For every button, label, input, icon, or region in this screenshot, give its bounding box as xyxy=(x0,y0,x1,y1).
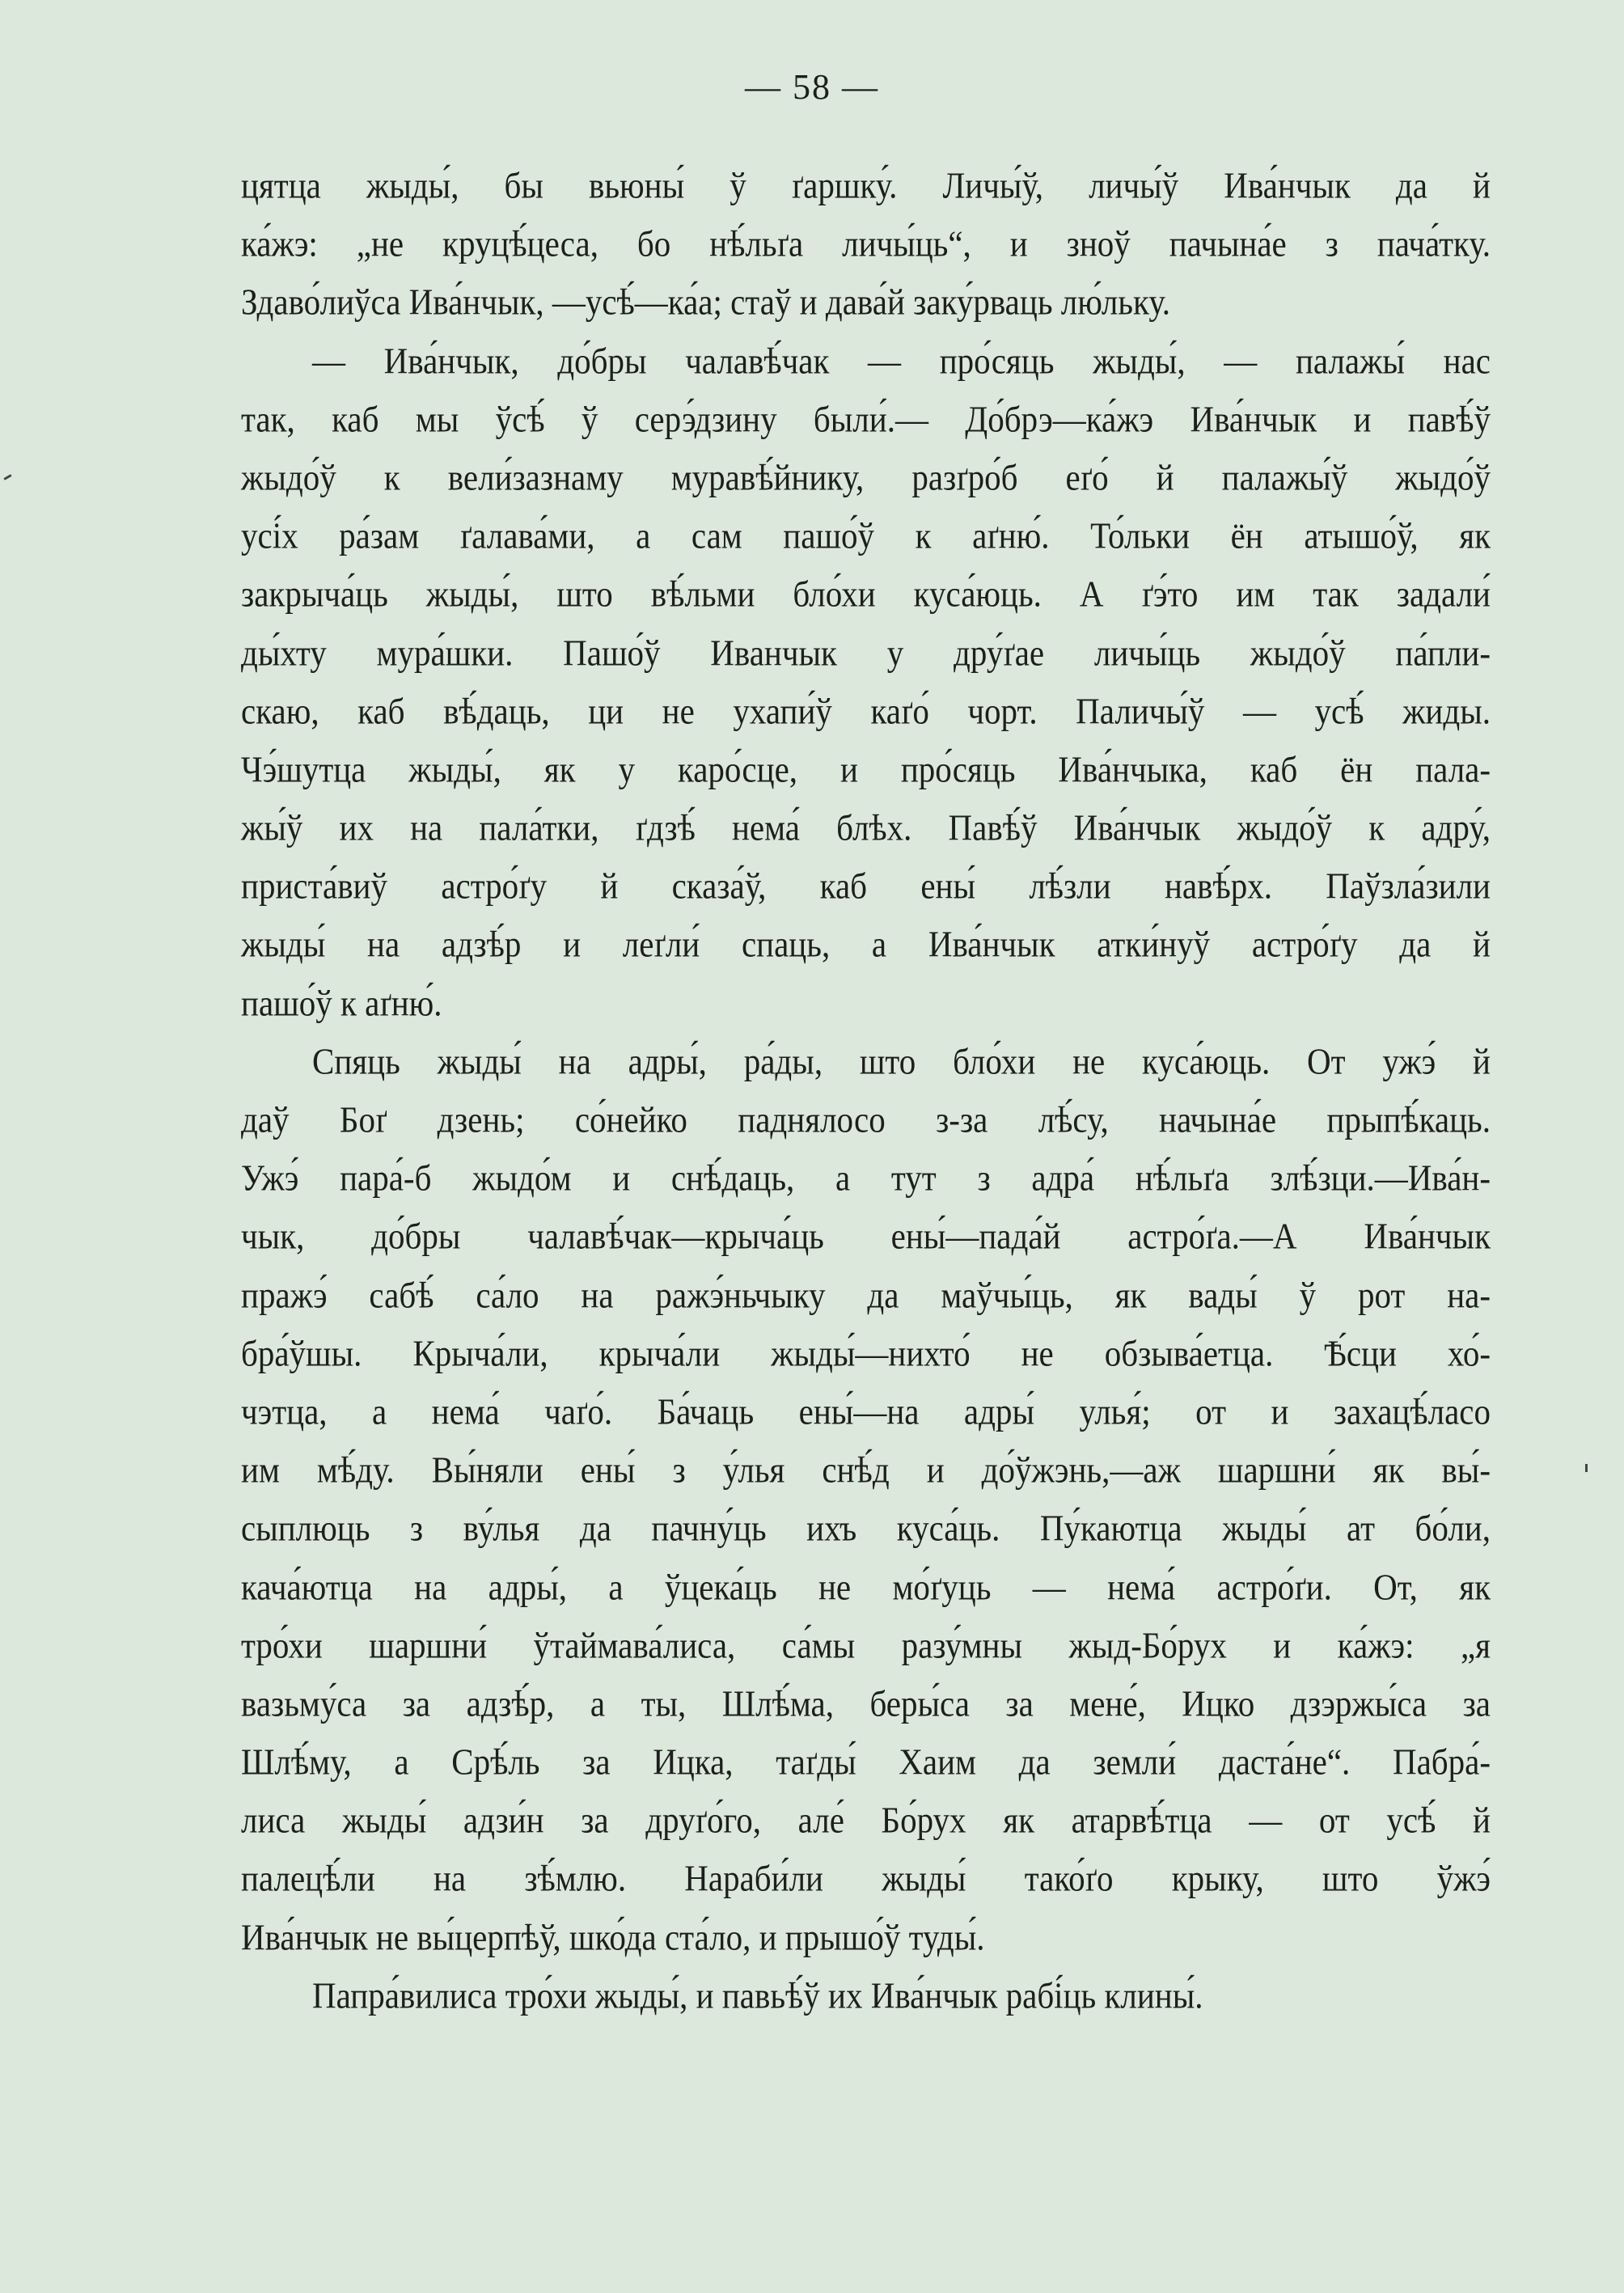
text-line: Спяць жыды́ на адры́, ра́ды, што бло́хи не куса́юць. От ужэ́ й xyxy=(312,1040,1491,1082)
text-line: так, каб мы ўсѣ́ ў серэ́дзину были́.— До́брэ—ка́жэ Ива́нчык и павѣ́ў xyxy=(241,397,1491,440)
text-line: жыды́ на адзѣ́р и леґли́ спаць, а Ива́нчык атки́нуў астро́ґу да й xyxy=(241,923,1491,966)
text-line: Ива́нчык не вы́церпѣў, шко́да ста́ло, и прышо́ў туды́. xyxy=(241,1915,985,1958)
text-line: Шлѣ́му, а Срѣ́ль за Ицка, таґды́ Хаим да земли́ даста́не“. Пабра́- xyxy=(241,1741,1491,1783)
text-line: бра́ўшы. Крыча́ли, крыча́ли жыды́—нихто́ не обзыва́етца. Ѣ́сци хо́- xyxy=(241,1331,1491,1374)
scan-speck xyxy=(3,474,11,480)
paragraph xyxy=(241,1032,1491,1966)
page-number: — 58 — xyxy=(745,67,879,107)
text-line: — Ива́нчык, до́бры чалавѣ́чак — про́сяць жыды́, — палажы́ нас xyxy=(312,339,1491,382)
paragraph xyxy=(241,156,1491,332)
paragraph xyxy=(241,332,1491,1032)
text-line: Папра́вилиса тро́хи жыды́, и павьѣ́ў их Ива́нчык рабі́ць клины́. xyxy=(312,1974,1203,2016)
text-line: даў Боґ дзень; со́нейко паднялосо з-за лѣ́су, начына́е прыпѣ́каць. xyxy=(241,1098,1491,1140)
text-line: пашо́ў к аґню́. xyxy=(241,981,442,1024)
text-line: усі́х ра́зам ґалава́ми, а сам пашо́ў к аґню́. То́льки ён атышо́ў, як xyxy=(241,514,1491,556)
text-line: вазьму́са за адзѣ́р, а ты, Шлѣ́ма, беры́са за мене́, Ицко дзэржы́са за xyxy=(241,1682,1491,1724)
body-text xyxy=(241,156,1491,2024)
text-line: пражэ́ сабѣ́ са́ло на ражэ́ньчыку да маўчы́ць, як вады́ ў рот на- xyxy=(241,1273,1491,1316)
text-line: закрыча́ць жыды́, што вѣ́льми бло́хи куса́юць. А ґэ́то им так задали́ xyxy=(241,573,1491,616)
text-line: тро́хи шаршни́ ўтаймава́лиса, са́мы разу́мны жыд-Бо́рух и ка́жэ: „я xyxy=(241,1623,1491,1666)
text-line: ка́жэ: „не круцѣ́цеса, бо нѣ́льґа личы́ць“, и зноў пачына́е з пача́тку. xyxy=(241,222,1491,264)
text-line: кача́ютца на адры́, а ўцека́ць не мо́ґуць — нема́ астро́ґи. От, як xyxy=(241,1565,1491,1608)
paragraph xyxy=(241,1966,1491,2024)
text-line: сыплюць з ву́лья да пачну́ць ихъ куса́ць. Пу́каютца жыды́ ат бо́ли, xyxy=(241,1507,1491,1550)
text-line: скаю, каб вѣ́даць, ци не ухапи́ў каґо́ чорт. Паличы́ў — усѣ́ жиды. xyxy=(241,689,1491,732)
text-line: чэтца, а нема́ чаґо́. Ба́чаць ены́—на адры́ улья́; от и захацѣ́ласо xyxy=(241,1390,1491,1432)
text-line: цятца жыды́, бы вьюны́ ў ґаршку́. Личы́ў, личы́ў Ива́нчык да й xyxy=(241,164,1491,206)
scan-speck xyxy=(1585,1464,1588,1472)
text-line: ды́хту мура́шки. Пашо́ў Иванчык у дру́ґае личы́ць жыдо́ў па́пли- xyxy=(241,631,1491,674)
text-line: Здаво́лиўса Ива́нчык, —усѣ́—ка́а; стаў и дава́й заку́рваць лю́льку. xyxy=(241,281,1170,324)
text-line: Чэ́шутца жыды́, як у каро́сце, и про́сяць Ива́нчыка, каб ён пала- xyxy=(241,748,1491,790)
text-line: палецѣ́ли на зѣ́млю. Нараби́ли жыды́ тако́ґо крыку, што ўжэ́ xyxy=(241,1857,1491,1900)
text-line: приста́виў астро́ґу й сказа́ў, каб ены́ лѣ́зли навѣ́рх. Паўзла́зили xyxy=(241,865,1491,907)
text-line: жы́ў их на пала́тки, ґдзѣ́ нема́ блѣх. Павѣ́ў Ива́нчык жыдо́ў к адру́, xyxy=(241,806,1491,848)
text-line: чык, до́бры чалавѣ́чак—крыча́ць ены́—пада́й астро́ґа.—А Ива́нчык xyxy=(241,1215,1491,1258)
text-line: жыдо́ў к вели́зазнаму муравѣ́йнику, разґро́б еґо́ й палажы́ў жыдо́ў xyxy=(241,456,1491,498)
text-line: им мѣ́ду. Вы́няли ены́ з у́лья снѣ́д и до́ўжэнь,—аж шаршни́ як вы́- xyxy=(241,1449,1491,1491)
text-line: Ужэ́ пара́-б жыдо́м и снѣ́даць, а тут з адра́ нѣ́льґа злѣ́зци.—Ива́н- xyxy=(241,1157,1491,1199)
text-line: лиса жыды́ адзи́н за друґо́го, але́ Бо́рух як атарвѣ́тца — от усѣ́ й xyxy=(241,1799,1491,1841)
